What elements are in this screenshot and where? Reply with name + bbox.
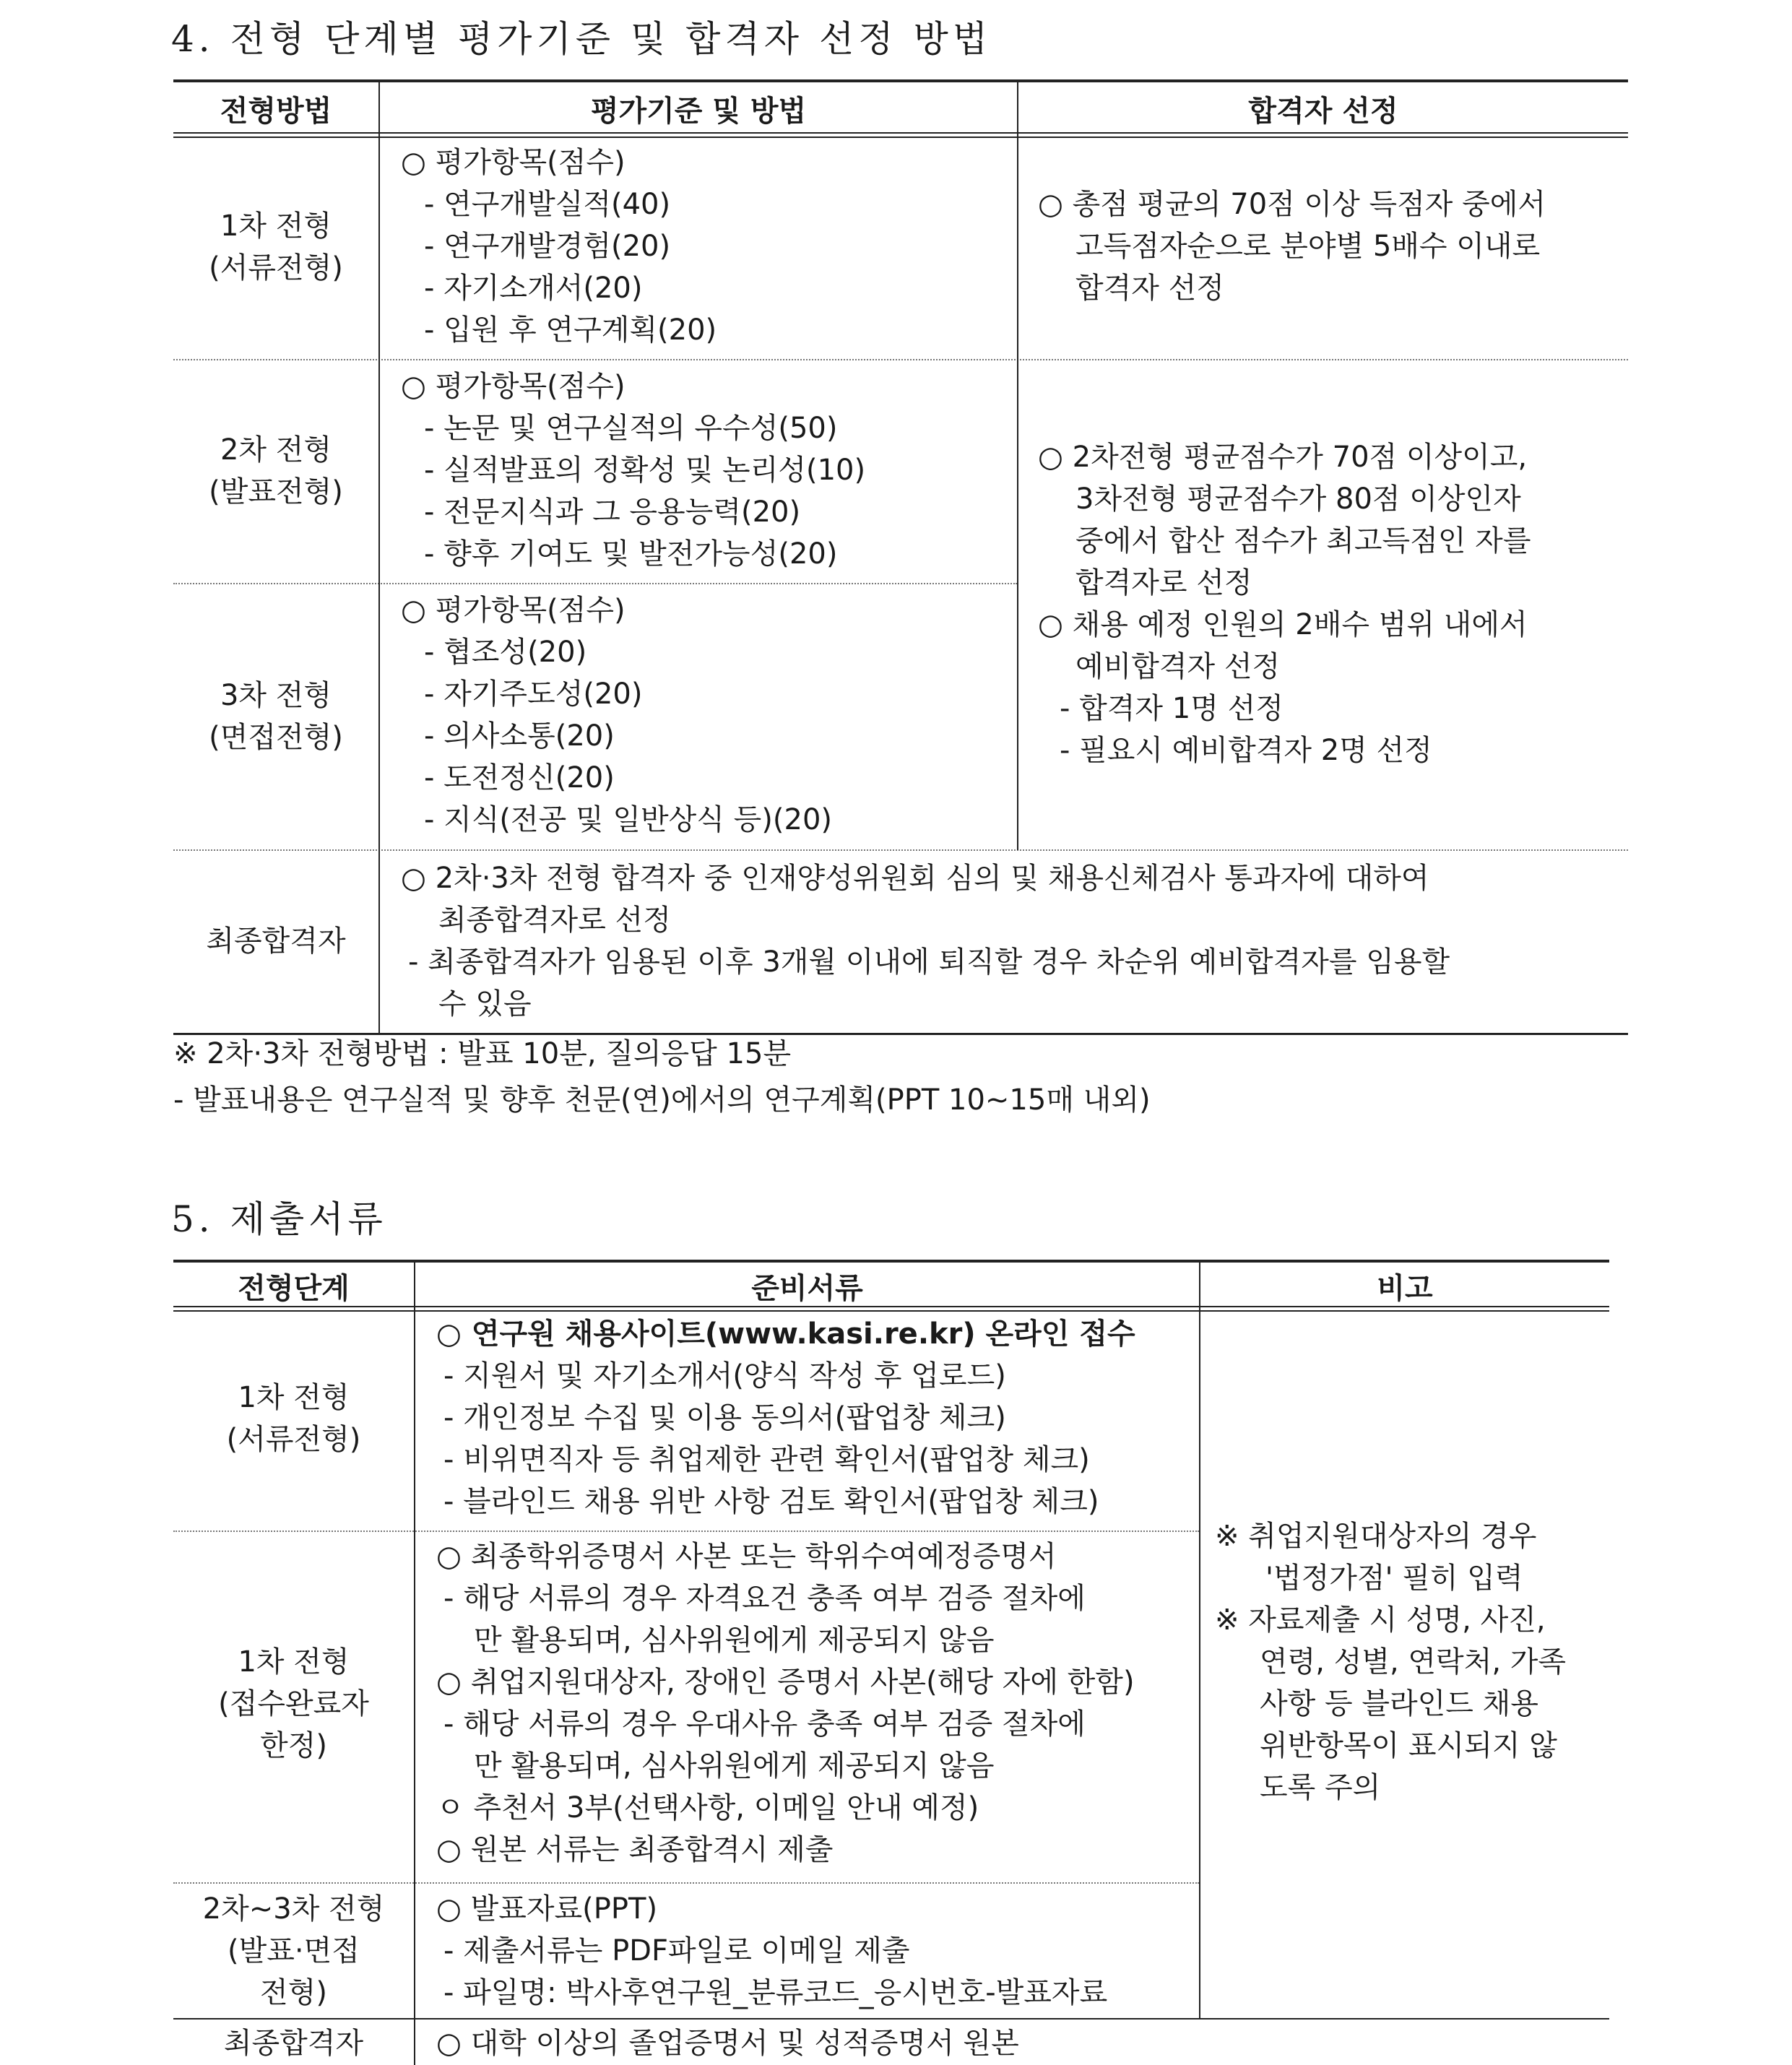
row-divider bbox=[173, 1882, 1199, 1884]
remark-line: 도록 주의 bbox=[1260, 1771, 1381, 1804]
criteria-line: - 논문 및 연구실적의 우수성(50) bbox=[424, 412, 838, 445]
selection-line: 예비합격자 선정 bbox=[1075, 650, 1281, 683]
doc-line: - 블라인드 채용 위반 사항 검토 확인서(팝업창 체크) bbox=[443, 1485, 1099, 1518]
method-line: 2차 전형 bbox=[220, 433, 332, 467]
doc-line: - 개인정보 수집 및 이용 동의서(팝업창 체크) bbox=[443, 1401, 1006, 1434]
stage-line: (발표·면접 bbox=[228, 1934, 360, 1967]
criteria-line: - 의사소통(20) bbox=[424, 719, 615, 753]
method-line: (발표전형) bbox=[209, 475, 343, 508]
doc-line: - 제출서류는 PDF파일로 이메일 제출 bbox=[443, 1934, 910, 1967]
row-divider bbox=[173, 583, 1017, 584]
criteria-line: - 자기주도성(20) bbox=[424, 677, 643, 711]
selection-line: 고득점자순으로 분야별 5배수 이내로 bbox=[1075, 230, 1541, 263]
row3-stage bbox=[173, 1888, 414, 2014]
stage1-method bbox=[173, 205, 378, 289]
doc-line: - 비위면직자 등 취업제한 관련 확인서(팝업창 체크) bbox=[443, 1443, 1090, 1476]
criteria-line: ○ 평가항목(점수) bbox=[401, 594, 626, 627]
header-bottom-border bbox=[173, 132, 1628, 134]
header-selection: 합격자 선정 bbox=[1248, 95, 1398, 128]
doc-line: ○ 대학 이상의 졸업증명서 및 성적증명서 원본 bbox=[436, 2027, 1019, 2060]
row2-documents bbox=[436, 1536, 1135, 1871]
stage23-selection bbox=[1038, 436, 1531, 771]
final-line: 최종합격자로 선정 bbox=[438, 904, 671, 937]
remark-line: 연령, 성별, 연락처, 가족 bbox=[1260, 1645, 1567, 1679]
row1-stage bbox=[173, 1377, 414, 1460]
row4-stage: 최종합격자 bbox=[223, 2027, 364, 2060]
selection-line: - 필요시 예비합격자 2명 선정 bbox=[1060, 734, 1432, 767]
stage3-criteria bbox=[401, 589, 832, 841]
header-documents: 준비서류 bbox=[751, 1272, 863, 1305]
selection-line: ○ 채용 예정 인원의 2배수 범위 내에서 bbox=[1038, 608, 1528, 641]
final-line: 수 있음 bbox=[438, 987, 532, 1021]
stage1-criteria bbox=[401, 142, 717, 351]
column-divider bbox=[378, 79, 380, 1034]
stage2-method bbox=[173, 429, 378, 513]
row2-stage bbox=[173, 1641, 414, 1767]
table-top-border bbox=[173, 79, 1628, 82]
column-divider bbox=[1199, 1260, 1200, 2019]
header-remarks: 비고 bbox=[1377, 1272, 1433, 1305]
selection-line: ○ 총점 평균의 70점 이상 득점자 중에서 bbox=[1038, 188, 1546, 221]
doc-line: ○ 원본 서류는 최종합격시 제출 bbox=[436, 1833, 834, 1866]
final-line: - 최종합격자가 임용된 이후 3개월 이내에 퇴직할 경우 차순위 예비합격자를 임용할 bbox=[408, 945, 1450, 979]
table-top-border bbox=[173, 1260, 1609, 1263]
row-divider bbox=[173, 2018, 1609, 2019]
selection-line: 중에서 합산 점수가 최고득점인 자를 bbox=[1075, 524, 1531, 558]
criteria-line: - 도전정신(20) bbox=[424, 761, 615, 795]
row4-documents bbox=[436, 2022, 1019, 2064]
selection-line: 합격자로 선정 bbox=[1075, 566, 1252, 599]
doc-line: 만 활용되며, 심사위원에게 제공되지 않음 bbox=[474, 1624, 995, 1657]
criteria-line: - 입원 후 연구계획(20) bbox=[424, 313, 717, 347]
final-line: ○ 2차·3차 전형 합격자 중 인재양성위원회 심의 및 채용신체검사 통과자에 대하여 bbox=[401, 862, 1429, 895]
stage-line: 1차 전형 bbox=[238, 1381, 350, 1414]
row-divider bbox=[173, 359, 1628, 360]
selection-line: - 합격자 1명 선정 bbox=[1060, 692, 1284, 725]
stage-line: 1차 전형 bbox=[238, 1645, 350, 1679]
remark-line: ※ 자료제출 시 성명, 사진, bbox=[1215, 1603, 1546, 1637]
header-method: 전형방법 bbox=[220, 95, 332, 128]
stage-line: (서류전형) bbox=[226, 1423, 361, 1456]
doc-line: ○ 취업지원대상자, 장애인 증명서 사본(해당 자에 한함) bbox=[436, 1666, 1135, 1699]
doc-line: ○ 최종학위증명서 사본 또는 학위수여예정증명서 bbox=[436, 1540, 1057, 1573]
header-criteria: 평가기준 및 방법 bbox=[590, 95, 807, 128]
doc-line: - 파일명: 박사후연구원_분류코드_응시번호-발표자료 bbox=[443, 1976, 1108, 2009]
doc-line: ○ 발표자료(PPT) bbox=[436, 1892, 658, 1926]
doc-line: ○ 연구원 채용사이트(www.kasi.re.kr) 온라인 접수 bbox=[436, 1317, 1135, 1351]
criteria-line: ○ 평가항목(점수) bbox=[401, 146, 626, 179]
method-line: (면접전형) bbox=[209, 721, 343, 754]
row-divider bbox=[173, 1531, 1199, 1532]
doc-line: ㅇ 추천서 3부(선택사항, 이메일 안내 예정) bbox=[436, 1791, 979, 1824]
criteria-line: - 실적발표의 정확성 및 논리성(10) bbox=[424, 454, 866, 487]
criteria-line: - 연구개발경험(20) bbox=[424, 230, 671, 263]
criteria-line: - 자기소개서(20) bbox=[424, 272, 643, 305]
remark-line: 위반항목이 표시되지 않 bbox=[1260, 1729, 1557, 1762]
header-bottom-border-double bbox=[173, 137, 1628, 138]
remarks bbox=[1215, 1515, 1566, 1809]
row-divider bbox=[173, 849, 1628, 851]
method-line: 1차 전형 bbox=[220, 209, 332, 243]
header-bottom-border-double bbox=[173, 1310, 1609, 1312]
stage3-method bbox=[173, 675, 378, 758]
criteria-line: - 전문지식과 그 응용능력(20) bbox=[424, 495, 801, 529]
column-divider bbox=[414, 1260, 415, 2065]
criteria-line: ○ 평가항목(점수) bbox=[401, 370, 626, 403]
header-stage: 전형단계 bbox=[238, 1272, 350, 1305]
doc-line: - 해당 서류의 경우 자격요건 충족 여부 검증 절차에 bbox=[443, 1582, 1086, 1615]
stage-line: (접수완료자 bbox=[218, 1687, 369, 1720]
stage-line: 한정) bbox=[260, 1729, 327, 1762]
selection-line: 3차전형 평균점수가 80점 이상인자 bbox=[1075, 482, 1521, 516]
remark-line: ※ 취업지원대상자의 경우 bbox=[1215, 1520, 1537, 1553]
criteria-line: - 연구개발실적(40) bbox=[424, 188, 671, 221]
criteria-line: - 협조성(20) bbox=[424, 636, 587, 669]
column-divider bbox=[1017, 79, 1018, 850]
stage-line: 전형) bbox=[260, 1976, 327, 2009]
doc-line: 만 활용되며, 심사위원에게 제공되지 않음 bbox=[474, 1749, 995, 1783]
doc-line: - 해당 서류의 경우 우대사유 충족 여부 검증 절차에 bbox=[443, 1707, 1086, 1741]
criteria-line: - 향후 기여도 및 발전가능성(20) bbox=[424, 537, 838, 571]
section4-note: ※ 2차·3차 전형방법 : 발표 10분, 질의응답 15분 bbox=[173, 1037, 792, 1070]
doc-line: - 지원서 및 자기소개서(양식 작성 후 업로드) bbox=[443, 1359, 1006, 1393]
row1-documents bbox=[436, 1313, 1135, 1523]
selection-line: ○ 2차전형 평균점수가 70점 이상이고, bbox=[1038, 441, 1528, 474]
row3-documents bbox=[436, 1888, 1107, 2014]
final-description bbox=[401, 857, 1450, 1025]
method-line: 3차 전형 bbox=[220, 679, 332, 712]
section5-title: 5. 제출서류 bbox=[171, 1198, 387, 1240]
remark-line: '법정가점' 필히 입력 bbox=[1265, 1562, 1523, 1595]
stage2-criteria bbox=[401, 365, 865, 575]
stage-line: 2차~3차 전형 bbox=[202, 1892, 385, 1926]
section4-note: - 발표내용은 연구실적 및 향후 천문(연)에서의 연구계획(PPT 10~15매 내외) bbox=[173, 1083, 1151, 1117]
stage1-selection bbox=[1038, 183, 1546, 309]
selection-line: 합격자 선정 bbox=[1075, 272, 1224, 305]
method-line: (서류전형) bbox=[209, 251, 343, 285]
remark-line: 사항 등 블라인드 채용 bbox=[1260, 1687, 1538, 1720]
final-method: 최종합격자 bbox=[206, 925, 346, 958]
section4-title: 4. 전형 단계별 평가기준 및 합격자 선정 방법 bbox=[171, 18, 992, 60]
criteria-line: - 지식(전공 및 일반상식 등)(20) bbox=[424, 803, 833, 836]
